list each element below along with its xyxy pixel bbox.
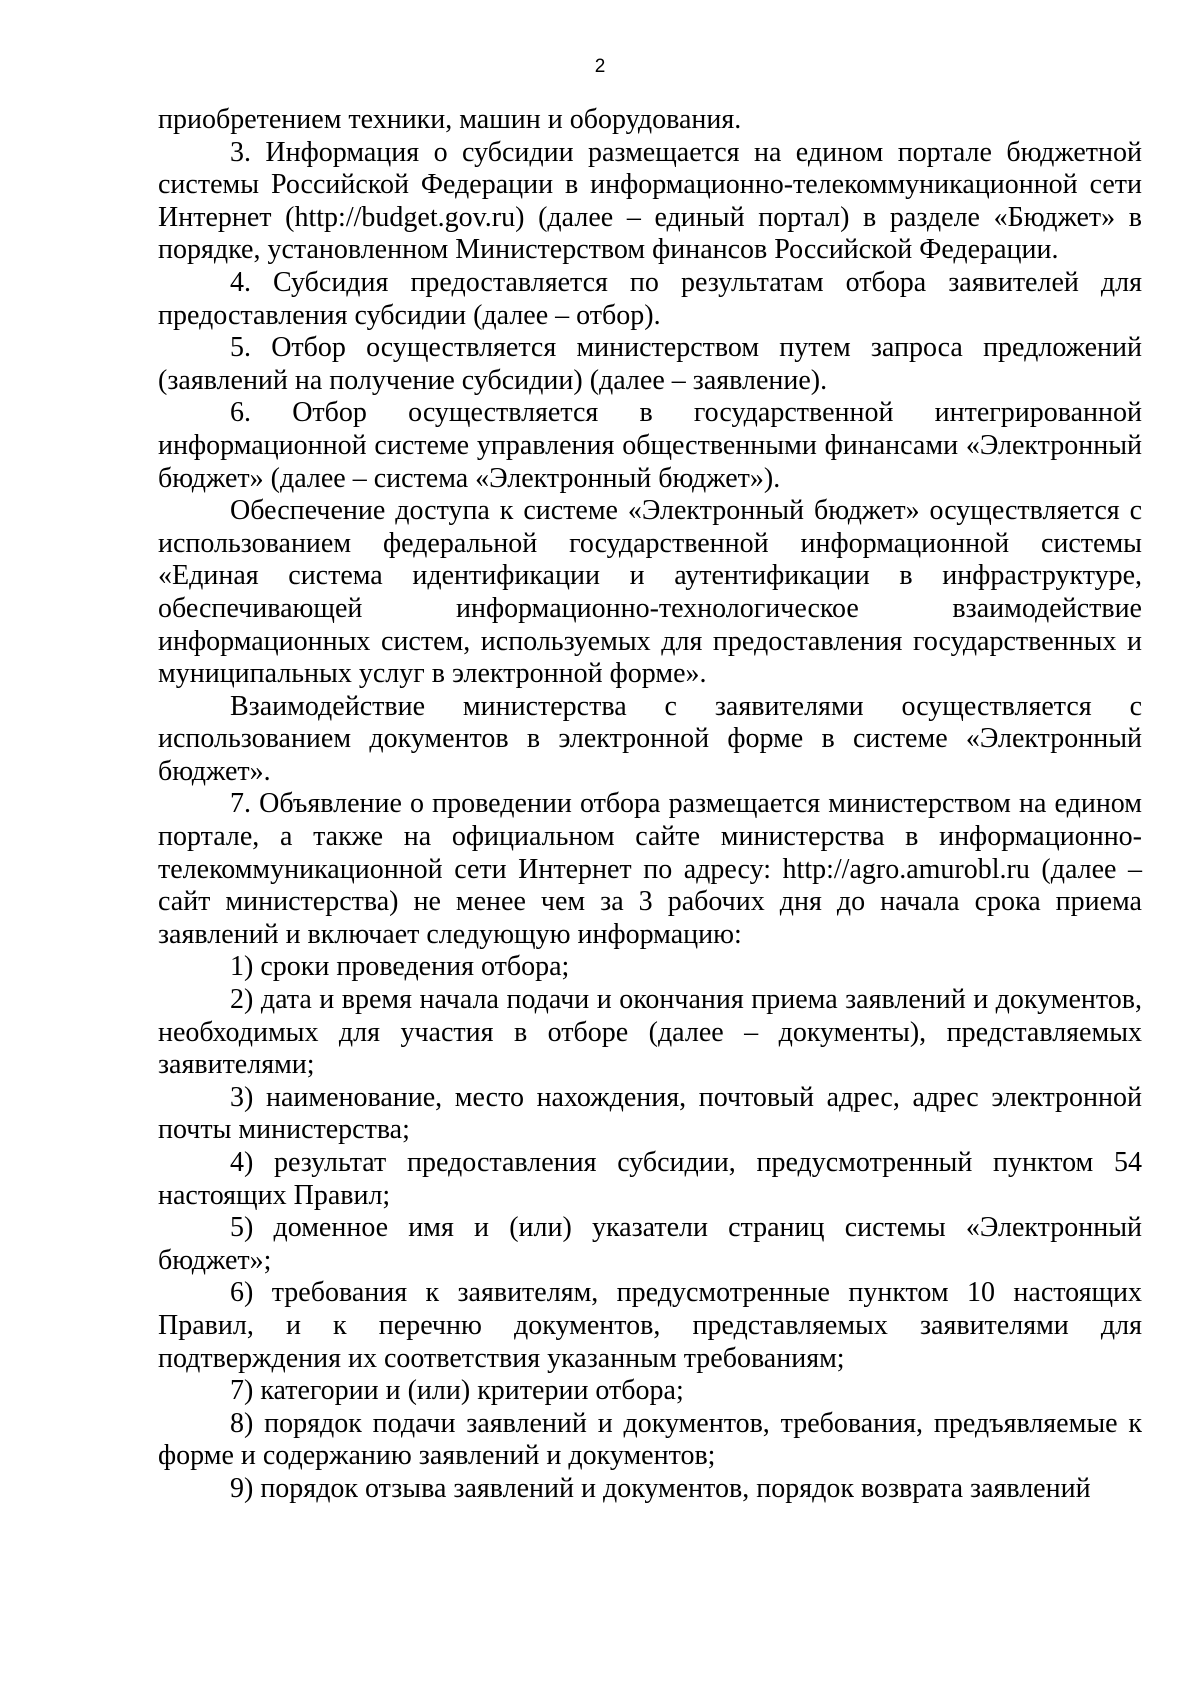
list-item-7: 7) категории и (или) критерии отбора; — [230, 1375, 684, 1407]
paragraph-item-5: 5. Отбор осуществляется министерством путем запроса предложений (заявлений на получение субсидии) (далее – заявление). — [158, 332, 1142, 396]
list-item-9: 9) порядок отзыва заявлений и документов, порядок возврата заявлений — [230, 1472, 1091, 1504]
document-body — [158, 104, 1142, 1506]
paragraph-interaction: Взаимодействие министерства с заявителями осуществляется с использованием документов в электронной форме в системе «Электронный бюджет». — [158, 690, 1142, 787]
paragraph-item-3: 3. Информация о субсидии размещается на едином портале бюджетной системы Российской Федерации в информационно-телекоммуникационной сети Интернет (http://budget.gov.ru) (далее – единый портал) в разделе «Бюджет» в порядке, установленном Министерством финансов Российской Федерации. — [158, 136, 1142, 266]
paragraph-continuation: приобретением техники, машин и оборудования. — [158, 104, 742, 135]
page-number: 2 — [594, 56, 606, 77]
list-item-3: 3) наименование, место нахождения, почтовый адрес, адрес электронной почты министерства; — [158, 1081, 1142, 1146]
list-item-5: 5) доменное имя и (или) указатели страниц системы «Электронный бюджет»; — [158, 1212, 1142, 1276]
list-item-8: 8) порядок подачи заявлений и документов, требования, предъявляемые к форме и содержанию заявлений и документов; — [158, 1407, 1142, 1472]
paragraph-item-4: 4. Субсидия предоставляется по результатам отбора заявителей для предоставления субсидии (далее – отбор). — [158, 266, 1142, 331]
list-item-4: 4) результат предоставления субсидии, предусмотренный пунктом 54 настоящих Правил; — [158, 1147, 1142, 1211]
list-item-6: 6) требования к заявителям, предусмотренные пунктом 10 настоящих Правил, и к перечню документов, представляемых заявителями для подтверждения их соответствия указанным требованиям; — [158, 1277, 1142, 1374]
paragraph-access: Обеспечение доступа к системе «Электронный бюджет» осуществляется с использованием федеральной государственной информационной системы «Единая система идентификации и аутентификации в инфраструктуре, обеспечивающей информационно-технологическое взаимодействие информационных систем, используемых для предоставления государственных и муниципальных услуг в электронной форме». — [158, 495, 1142, 690]
list-item-2: 2) дата и время начала подачи и окончания приема заявлений и документов, необходимых для участия в отборе (далее – документы), представляемых заявителями; — [158, 984, 1142, 1081]
paragraph-item-7: 7. Объявление о проведении отбора размещается министерством на едином портале, а также на официальном сайте министерства в информационно-телекоммуникационной сети Интернет по адресу: http://agro.amurobl.ru (далее – сайт министерства) не менее чем за 3 рабочих дня до начала срока приема заявлений и включает следующую информацию: — [158, 788, 1142, 950]
list-item-1: 1) сроки проведения отбора; — [230, 951, 570, 983]
paragraph-item-6: 6. Отбор осуществляется в государственной интегрированной информационной системе управления общественными финансами «Электронный бюджет» (далее – система «Электронный бюджет»). — [158, 397, 1142, 494]
